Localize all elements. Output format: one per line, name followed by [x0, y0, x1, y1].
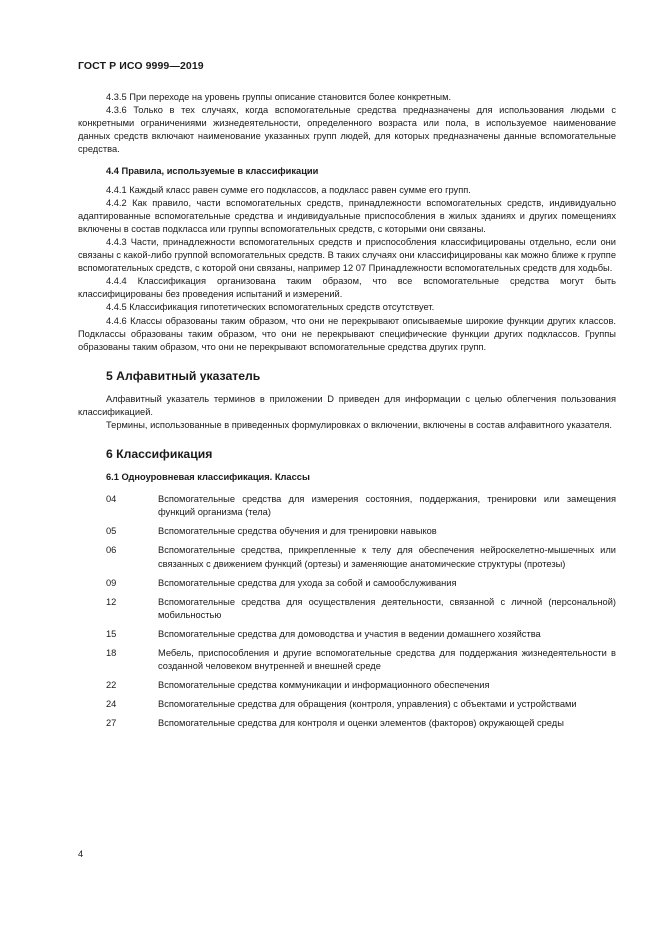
heading-4-4: 4.4 Правила, используемые в классификации	[106, 166, 319, 177]
class-description: Вспомогательные средства для осуществления деятельности, связанной с личной (персональной) мобильностью	[158, 596, 616, 620]
page-number: 4	[78, 849, 84, 859]
class-row	[78, 647, 616, 673]
paragraph-4-4-4: 4.4.4 Классификация организована таким образом, что все вспомогательные средства могут быть классифицированы без проведения испытаний и измерений.	[78, 276, 616, 300]
class-code: 06	[106, 545, 117, 556]
paragraph-4-4-1: 4.4.1 Каждый класс равен сумме его подклассов, а подкласс равен сумме его групп.	[106, 184, 471, 195]
class-description: Вспомогательные средства, прикрепленные к телу для обеспечения нейроскелетно-мышечных или связанных с движением функций (ортезы) и заменяющие анатомические структуры (протезы)	[158, 545, 616, 569]
class-code: 18	[106, 648, 117, 658]
class-row	[78, 698, 616, 711]
class-row	[78, 628, 616, 641]
paragraph-4-4-2: 4.4.2 Как правило, части вспомогательных средств, принадлежности вспомогательных средств, индивидуально адаптированные вспомогательные средства и индивидуальные приспособления в жилых зданиях и других помещениях включены в состав подкласса или группы вспомогательных средств, с которыми они связаны.	[78, 197, 616, 234]
class-description: Вспомогательные средства для обращения (контроля, управления) с объектами и устройствами	[158, 699, 577, 710]
heading-section-5: 5 Алфавитный указатель	[106, 368, 261, 383]
class-description: Вспомогательные средства для контроля и оценки элементов (факторов) окружающей среды	[158, 718, 564, 729]
class-description: Вспомогательные средства коммуникации и информационного обеспечения	[158, 680, 490, 691]
class-code: 05	[106, 526, 117, 537]
paragraph-5-2: Термины, использованные в приведенных формулировках о включении, включены в состав алфавитного указателя.	[106, 419, 612, 430]
class-code: 04	[106, 494, 117, 505]
class-row	[78, 525, 616, 538]
class-row	[78, 717, 616, 730]
class-row	[78, 679, 616, 692]
class-code: 12	[106, 596, 117, 607]
paragraph-4-3-6: 4.3.6 Только в тех случаях, когда вспомогательные средства предназначены для использования людьми с конкретными ограничениями жизнедеятельности, определенного возраста или пола, в используемое наименование данных средств включают наименование указанных групп людей, для которых предназначены данные вспомогательные средства.	[78, 105, 616, 155]
paragraph-4-4-5: 4.4.5 Классификация гипотетических вспомогательных средств отсутствует.	[106, 302, 435, 313]
paragraph-4-3-5: 4.3.5 При переходе на уровень группы описание становится более конкретным.	[106, 92, 452, 102]
class-list	[78, 493, 616, 730]
standard-header: ГОСТ Р ИСО 9999—2019	[78, 60, 204, 72]
paragraph-5-1: Алфавитный указатель терминов в приложении D приведен для информации с целью облегчения пользования классификацией.	[78, 393, 616, 417]
class-code: 22	[106, 680, 117, 691]
heading-section-6: 6 Классификация	[106, 447, 213, 462]
class-row	[78, 493, 616, 519]
class-description: Вспомогательные средства обучения и для тренировки навыков	[158, 526, 437, 537]
class-row	[78, 577, 616, 590]
document-body	[78, 91, 616, 736]
class-description: Вспомогательные средства для домоводства и участия в ведении домашнего хозяйства	[158, 628, 541, 639]
class-code: 24	[106, 699, 117, 710]
class-description: Вспомогательные средства для измерения состояния, поддержания, тренировки или замещения функций организма (тела)	[158, 494, 616, 518]
class-description: Вспомогательные средства для ухода за собой и самообслуживания	[158, 577, 457, 588]
class-row	[78, 596, 616, 622]
class-code: 09	[106, 577, 117, 588]
class-code: 27	[106, 718, 117, 729]
class-row	[78, 544, 616, 570]
class-code: 15	[106, 628, 117, 639]
paragraph-4-4-3: 4.4.3 Части, принадлежности вспомогательных средств и приспособления классифицированы отдельно, если они связаны с какой-либо группой вспомогательных средств. В таких случаях они классифицированы как можно ближе к группе вспомогательных средств, с которой они связаны, например 12 07 Принадлежности вспомогательных средств для ходьбы.	[78, 236, 616, 274]
heading-6-1: 6.1 Одноуровневая классификация. Классы	[106, 472, 310, 483]
paragraph-4-4-6: 4.4.6 Классы образованы таким образом, что они не перекрывают описываемые широкие функции других классов. Подклассы образованы таким образом, что они не перекрывают специфические функции других подклассов. Группы образованы таким образом, что они не перекрывают вспомогательные средства других групп.	[78, 315, 616, 352]
class-description: Мебель, приспособления и другие вспомогательные средства для поддержания жизнедеятельности в созданной человеком внутренней и внешней среде	[158, 648, 616, 672]
